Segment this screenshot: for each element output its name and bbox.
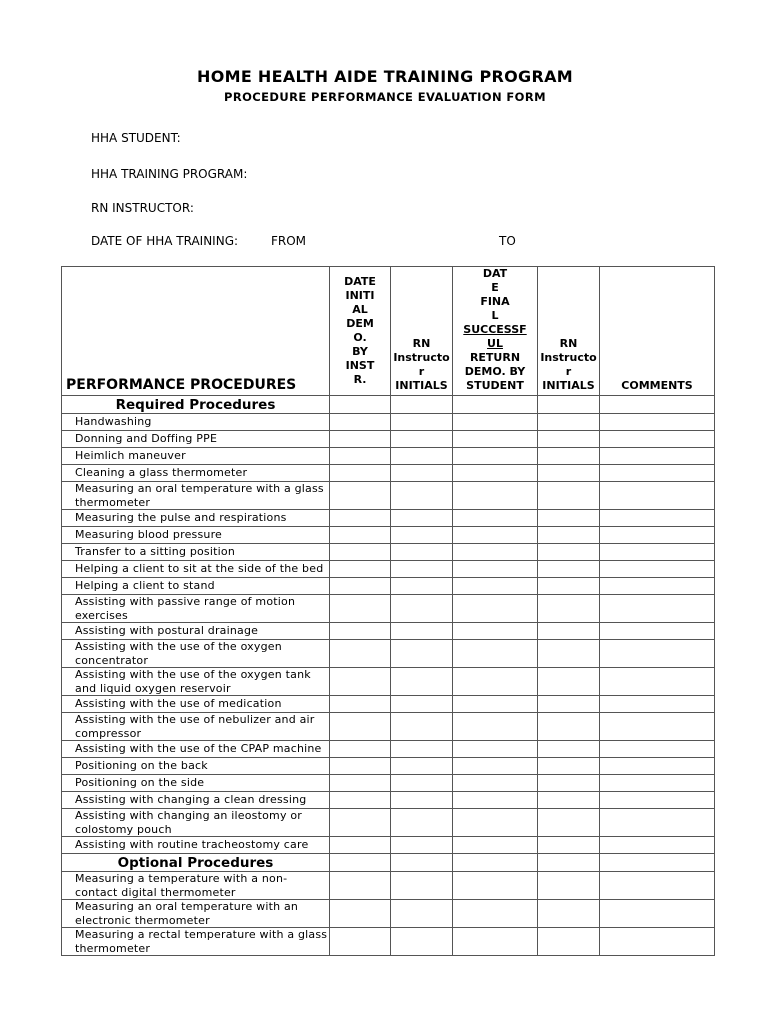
rn-initials-cell[interactable] [391,792,453,809]
rn-initials-cell-2[interactable] [538,792,600,809]
header-line: INITI [345,289,375,302]
header-line: RETURN [469,351,521,364]
procedure-row [62,872,715,900]
header-line: Instructo [540,351,597,364]
comments-cell[interactable] [600,668,715,696]
procedure-name: Cleaning a glass thermometer [62,465,330,482]
rn-initials-cell[interactable] [391,527,453,544]
procedure-row [62,792,715,809]
evaluation-table [61,266,715,956]
date-initial-demo-cell[interactable] [330,696,391,713]
optional-procedures-section-label: Optional Procedures [62,854,330,872]
procedure-name: Assisting with changing a clean dressing [62,792,330,809]
date-initial-demo-cell[interactable] [330,640,391,668]
header-line: INITIALS [542,379,595,392]
header-line: Instructo [393,351,450,364]
date-return-demo-cell[interactable] [453,623,538,640]
header-line: DAT [482,267,508,280]
date-initial-demo-cell[interactable] [330,792,391,809]
comments-cell[interactable] [600,837,715,854]
rn-initials-cell-2[interactable] [538,928,600,956]
date-from-label: FROM [271,234,307,248]
rn-initials-cell[interactable] [391,872,453,900]
rn-initials-cell-2[interactable] [538,696,600,713]
procedure-name: Assisting with routine tracheostomy care [62,837,330,854]
date-return-demo-cell[interactable] [453,900,538,928]
rn-initials-cell[interactable] [391,482,453,510]
date-initial-demo-cell[interactable] [330,448,391,465]
student-field-label: HHA STUDENT: [91,131,181,145]
rn-initials-cell-2[interactable] [538,482,600,510]
procedure-row [62,465,715,482]
rn-initials-cell[interactable] [391,809,453,837]
procedure-row [62,527,715,544]
comments-cell[interactable] [600,775,715,792]
header-line: STUDENT [466,379,524,392]
procedure-name: Measuring an oral temperature with a glass thermometer [62,482,330,510]
procedure-name: Assisting with postural drainage [62,623,330,640]
header-line: INITIALS [395,379,448,392]
procedure-name: Positioning on the side [62,775,330,792]
rn-initials-cell[interactable] [391,758,453,775]
procedure-row [62,696,715,713]
procedure-row [62,928,715,956]
date-return-demo-cell[interactable] [453,775,538,792]
comments-cell[interactable] [600,741,715,758]
rn-initials-cell[interactable] [391,837,453,854]
date-return-demo-cell[interactable] [453,465,538,482]
procedure-row [62,482,715,510]
rn-initials-cell[interactable] [391,713,453,741]
date-return-demo-cell[interactable] [453,482,538,510]
rn-initials-cell[interactable] [391,510,453,527]
procedure-name: Assisting with the use of the oxygen concentrator [62,640,330,668]
procedure-name: Measuring a temperature with a non-contact digital thermometer [62,872,330,900]
header-line: O. [353,331,367,344]
date-initial-demo-cell[interactable] [330,668,391,696]
rn-initials-cell[interactable] [391,465,453,482]
date-return-demo-cell[interactable] [453,713,538,741]
date-initial-demo-cell[interactable] [330,758,391,775]
header-line: L [491,309,499,322]
procedure-row [62,900,715,928]
comments-cell[interactable] [600,713,715,741]
comments-cell[interactable] [600,465,715,482]
header-line: RN [412,337,431,350]
date-return-demo-cell[interactable] [453,510,538,527]
date-initial-demo-cell[interactable] [330,928,391,956]
rn-initials-cell-2[interactable] [538,510,600,527]
procedure-name: Positioning on the back [62,758,330,775]
rn-initials-cell-2[interactable] [538,872,600,900]
date-initial-demo-cell[interactable] [330,872,391,900]
comments-cell[interactable] [600,928,715,956]
procedure-row [62,741,715,758]
rn-initials-cell-2[interactable] [538,448,600,465]
comments-cell[interactable] [600,640,715,668]
rn-initials-cell-2[interactable] [538,900,600,928]
rn-initials-cell[interactable] [391,696,453,713]
comments-cell[interactable] [600,595,715,623]
date-to-label: TO [499,234,516,248]
section-blank-cell [453,854,538,872]
procedure-row [62,510,715,527]
procedure-name: Handwashing [62,414,330,431]
date-initial-demo-cell[interactable] [330,482,391,510]
section-blank-cell [600,854,715,872]
comments-cell[interactable] [600,578,715,595]
comments-cell[interactable] [600,431,715,448]
date-initial-demo-cell[interactable] [330,561,391,578]
procedure-name: Transfer to a sitting position [62,544,330,561]
rn-initials-cell[interactable] [391,448,453,465]
header-line: INST [345,359,375,372]
header-line: r [565,365,572,378]
procedure-row [62,758,715,775]
procedure-name: Measuring a rectal temperature with a glass thermometer [62,928,330,956]
date-return-demo-cell[interactable] [453,527,538,544]
procedure-row [62,561,715,578]
date-initial-demo-cell[interactable] [330,741,391,758]
date-return-demo-cell[interactable] [453,578,538,595]
comments-cell[interactable] [600,758,715,775]
procedure-row [62,431,715,448]
comments-cell[interactable] [600,900,715,928]
date-initial-demo-cell[interactable] [330,414,391,431]
table-header-row [62,267,715,396]
date-initial-demo-cell[interactable] [330,623,391,640]
comments-cell[interactable] [600,696,715,713]
rn-initials-cell[interactable] [391,561,453,578]
procedure-name: Assisting with the use of the CPAP machine [62,741,330,758]
rn-initials-cell[interactable] [391,623,453,640]
date-return-demo-cell[interactable] [453,872,538,900]
procedure-name: Measuring the pulse and respirations [62,510,330,527]
procedure-row [62,668,715,696]
header-line: E [491,281,499,294]
procedure-row [62,809,715,837]
date-initial-demo-cell[interactable] [330,544,391,561]
procedure-row [62,640,715,668]
section-blank-cell [538,854,600,872]
rn-initials-cell[interactable] [391,414,453,431]
rn-initials-cell-2[interactable] [538,809,600,837]
header-line: RN [559,337,578,350]
header-line: DATE [344,275,376,288]
date-initial-demo-cell[interactable] [330,510,391,527]
date-return-demo-cell[interactable] [453,448,538,465]
procedure-row [62,578,715,595]
rn-initials-cell-2[interactable] [538,758,600,775]
section-blank-cell [538,396,600,414]
header-line: SUCCESSF [463,323,527,336]
instructor-field-label: RN INSTRUCTOR: [91,201,194,215]
section-blank-cell [600,396,715,414]
section-blank-cell [453,396,538,414]
comments-header [600,267,715,396]
date-return-demo-cell[interactable] [453,696,538,713]
procedure-row [62,595,715,623]
procedure-row [62,837,715,854]
comments-cell[interactable] [600,482,715,510]
rn-initials-cell[interactable] [391,775,453,792]
date-initial-demo-cell[interactable] [330,837,391,854]
rn-initials-cell[interactable] [391,640,453,668]
rn-initials-cell[interactable] [391,595,453,623]
header-line: DEMO. BY [464,365,526,378]
procedure-name: Measuring blood pressure [62,527,330,544]
procedure-name: Helping a client to stand [62,578,330,595]
procedure-row [62,713,715,741]
rn-initials-cell[interactable] [391,544,453,561]
comments-cell[interactable] [600,623,715,640]
section-blank-cell [391,396,453,414]
comments-cell[interactable] [600,414,715,431]
date-return-demo-cell[interactable] [453,640,538,668]
date-initial-demo-cell[interactable] [330,465,391,482]
procedure-name: Helping a client to sit at the side of the bed [62,561,330,578]
date-initial-demo-cell[interactable] [330,578,391,595]
date-initial-demo-cell[interactable] [330,595,391,623]
rn-instructor-initials-header-2 [538,267,600,396]
comments-cell[interactable] [600,561,715,578]
section-blank-cell [391,854,453,872]
rn-initials-cell[interactable] [391,431,453,448]
date-return-demo-cell[interactable] [453,595,538,623]
rn-initials-cell-2[interactable] [538,578,600,595]
rn-initials-cell-2[interactable] [538,414,600,431]
procedure-name: Donning and Doffing PPE [62,431,330,448]
rn-initials-cell-2[interactable] [538,623,600,640]
header-line: R. [353,373,367,386]
comments-cell[interactable] [600,792,715,809]
rn-initials-cell-2[interactable] [538,465,600,482]
date-return-demo-cell[interactable] [453,928,538,956]
date-final-return-demo-header [453,267,538,396]
procedure-name: Heimlich maneuver [62,448,330,465]
procedure-name: Assisting with the use of medication [62,696,330,713]
rn-initials-cell-2[interactable] [538,595,600,623]
procedure-row [62,544,715,561]
comments-cell[interactable] [600,510,715,527]
rn-initials-cell[interactable] [391,900,453,928]
rn-initials-cell[interactable] [391,578,453,595]
procedure-name: Assisting with changing an ileostomy or colostomy pouch [62,809,330,837]
required-procedures-section-label: Required Procedures [62,396,330,414]
date-initial-demo-header [330,267,391,396]
rn-initials-cell[interactable] [391,741,453,758]
header-line: DEM [346,317,374,330]
form-subtitle: PROCEDURE PERFORMANCE EVALUATION FORM [224,90,546,104]
section-blank-cell [330,854,391,872]
date-return-demo-cell[interactable] [453,561,538,578]
date-return-demo-cell[interactable] [453,809,538,837]
program-field-label: HHA TRAINING PROGRAM: [91,167,248,181]
header-line: FINA [480,295,510,308]
date-return-demo-cell[interactable] [453,758,538,775]
form-title: HOME HEALTH AIDE TRAINING PROGRAM [197,67,573,86]
procedure-row [62,414,715,431]
rn-initials-cell-2[interactable] [538,837,600,854]
rn-initials-cell-2[interactable] [538,431,600,448]
rn-instructor-initials-header [391,267,453,396]
header-line: AL [352,303,368,316]
required-procedures-section [62,396,715,414]
header-line: UL [487,337,503,350]
date-return-demo-cell[interactable] [453,414,538,431]
optional-procedures-section [62,854,715,872]
comments-header-label: COMMENTS [621,379,693,392]
rn-initials-cell-2[interactable] [538,713,600,741]
date-initial-demo-cell[interactable] [330,809,391,837]
procedure-row [62,448,715,465]
rn-initials-cell-2[interactable] [538,544,600,561]
comments-cell[interactable] [600,448,715,465]
comments-cell[interactable] [600,809,715,837]
procedure-name: Assisting with passive range of motion exercises [62,595,330,623]
date-field-label: DATE OF HHA TRAINING: [91,234,239,248]
header-line: r [418,365,425,378]
date-return-demo-cell[interactable] [453,431,538,448]
date-initial-demo-cell[interactable] [330,527,391,544]
comments-cell[interactable] [600,872,715,900]
date-initial-demo-cell[interactable] [330,900,391,928]
procedure-row [62,775,715,792]
date-return-demo-cell[interactable] [453,741,538,758]
date-return-demo-cell[interactable] [453,837,538,854]
date-initial-demo-cell[interactable] [330,775,391,792]
rn-initials-cell-2[interactable] [538,775,600,792]
rn-initials-cell[interactable] [391,668,453,696]
date-return-demo-cell[interactable] [453,544,538,561]
rn-initials-cell-2[interactable] [538,527,600,544]
rn-initials-cell[interactable] [391,928,453,956]
header-line: BY [352,345,368,358]
date-return-demo-cell[interactable] [453,668,538,696]
rn-initials-cell-2[interactable] [538,640,600,668]
rn-initials-cell-2[interactable] [538,668,600,696]
date-return-demo-cell[interactable] [453,792,538,809]
comments-cell[interactable] [600,544,715,561]
procedure-name: Assisting with the use of the oxygen tank and liquid oxygen reservoir [62,668,330,696]
date-initial-demo-cell[interactable] [330,713,391,741]
date-initial-demo-cell[interactable] [330,431,391,448]
procedure-name: Measuring an oral temperature with an electronic thermometer [62,900,330,928]
procedure-name: Assisting with the use of nebulizer and air compressor [62,713,330,741]
rn-initials-cell-2[interactable] [538,741,600,758]
rn-initials-cell-2[interactable] [538,561,600,578]
section-blank-cell [330,396,391,414]
procedure-row [62,623,715,640]
comments-cell[interactable] [600,527,715,544]
performance-procedures-header: PERFORMANCE PROCEDURES [62,267,330,396]
